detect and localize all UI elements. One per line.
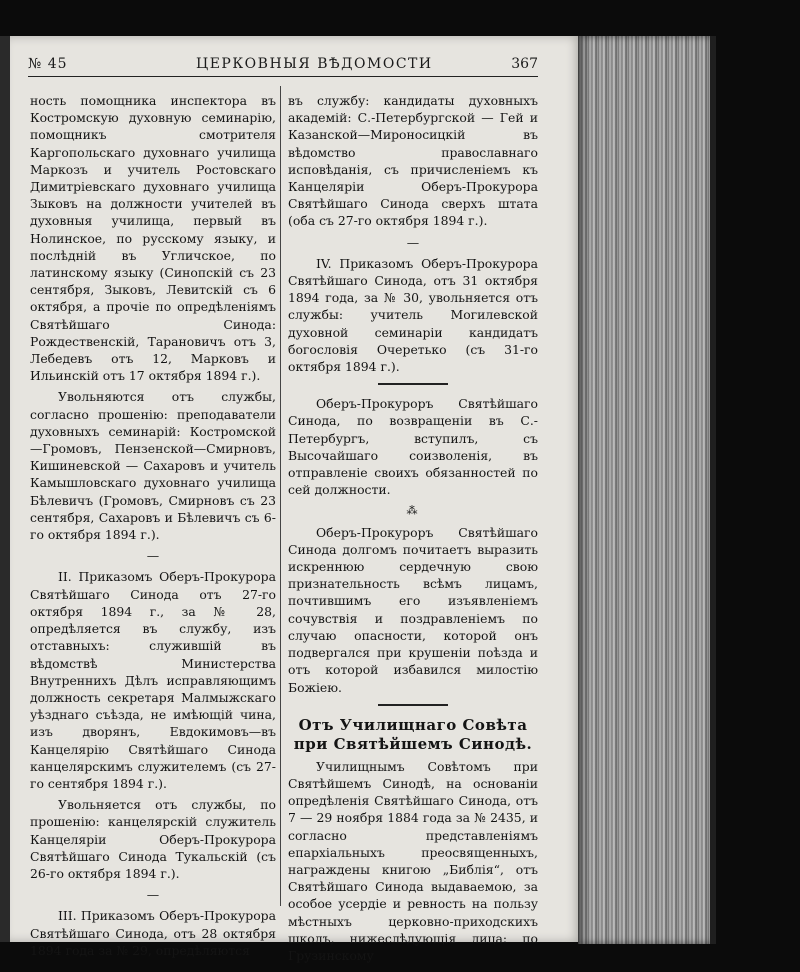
paragraph: Оберъ-Прокуроръ Святѣйшаго Синода, по возвращеніи въ С.-Петербургъ, вступилъ, съ Высочайшаго соизволенія, въ отправленіе своихъ обязанностей по сей должности.	[288, 396, 538, 498]
paragraph: Увольняются отъ службы, согласно прошенію: преподаватели духовныхъ семинарій: Костромской—Громовъ, Пензенской—Смирновъ, Кишиневской — Сахаровъ и учитель Камышловскаго духовнаго училища Бѣлевичъ (Громовъ, Смирновъ съ 23 сентября, Сахаровъ и Бѣлевичъ съ 6-го октября 1894 г.).	[30, 389, 276, 543]
paragraph: II. Приказомъ Оберъ-Прокурора Святѣйшаго Синода отъ 27-го октября 1894 г., за № 28, опредѣляется въ службу, изъ отставныхъ: служившій въ вѣдомствѣ Министерства Внутреннихъ Дѣлъ исправляющимъ должность секретаря Малмыжскаго уѣзднаго съѣзда, не имѣющій чина, изъ дворянъ, Евдокимовъ—въ Канцелярію Святѣйшаго Синода канцелярскимъ служителемъ (съ 27-го сентября 1894 г.).	[30, 569, 276, 791]
separator-dash: —	[406, 234, 420, 250]
book-gutter	[0, 36, 10, 942]
header-rule	[28, 76, 538, 77]
paragraph: IV. Приказомъ Оберъ-Прокурора Святѣйшаго Синода, отъ 31 октября 1894 года, за № 30, увольняется отъ службы: учитель Могилевской духовной семинаріи кандидатъ богословія Очеретько (съ 31-го октября 1894 г.).	[288, 255, 538, 375]
separator-dash: —	[146, 548, 160, 564]
paragraph: Оберъ-Прокуроръ Святѣйшаго Синода долгомъ почитаетъ выразить искреннюю сердечную свою признательность всѣмъ лицамъ, почтившимъ его изъявленіемъ сочувствія и поздравленіемъ по случаю опасности, которой онъ подвергался при крушеніи поѣзда и отъ которой избавился милостію Божіею.	[288, 524, 538, 695]
paragraph: Училищнымъ Совѣтомъ при Святѣйшемъ Синодѣ, на основаніи опредѣленія Святѣйшаго Синода, отъ 7 — 29 ноября 1884 года за № 2435, и согласно представленіямъ епархіальныхъ преосвященныхъ, награждены книгою „Библія“, отъ Святѣйшаго Синода выдаваемою, за особое усердіе и ревность на пользу мѣстныхъ церковно-приходскихъ школъ, нижеслѣдующія лица: по Грузинскому	[288, 758, 538, 963]
paragraph: III. Приказомъ Оберъ-Прокурора Святѣйшаго Синода, отъ 28 октября 1894 года за № 29, опредѣляются	[30, 908, 276, 958]
right-column	[288, 92, 538, 968]
asterism: ⁂	[406, 504, 420, 518]
section-heading: Отъ Училищнаго Совѣта при Святѣйшемъ Синодѣ.	[293, 715, 533, 753]
journal-title: ЦЕРКОВНЫЯ ВѢДОМОСТИ	[196, 56, 433, 72]
paragraph: въ службу: кандидаты духовныхъ академій: С.-Петербургской — Гей и Казанской—Мироносицкій въ вѣдомство православнаго исповѣданія, съ причисленіемъ къ Канцеляріи Оберъ-Прокурора Святѣйшаго Синода сверхъ штата (оба съ 27-го октября 1894 г.).	[288, 93, 538, 229]
page-block-edge	[578, 36, 716, 944]
book-page	[10, 36, 582, 963]
column-divider	[280, 86, 281, 906]
left-column	[30, 92, 276, 963]
separator-dash: —	[146, 887, 160, 903]
paragraph: ность помощника инспектора въ Костромскую духовную семинарію, помощникъ смотрителя Каргопольскаго духовнаго училища Маркозъ и учитель Ростовскаго Димитріевскаго духовнаго училища Зыковъ на должности учителей въ духовныя училища, первый въ Нолинское, по русскому языку, и послѣдній въ Угличское, по латинскому языку (Синопскій съ 23 сентября, Зыковъ, Левитскій съ 6 октября, а прочіе по опредѣленіямъ Святѣйшаго Синода: Рождественскій, Тарановичъ отъ 3, Лебедевъ отъ 12, Марковъ и Ильинскій отъ 17 октября 1894 г.).	[30, 93, 276, 384]
section-rule	[378, 704, 448, 706]
paragraph: Увольняется отъ службы, по прошенію: канцелярскій служитель Канцеляріи Оберъ-Прокурора Святѣйшаго Синода Тукальскій (съ 26-го октября 1894 г.).	[30, 797, 276, 881]
issue-number: № 45	[28, 56, 68, 72]
page-number: 367	[511, 56, 538, 72]
section-rule	[378, 383, 448, 385]
